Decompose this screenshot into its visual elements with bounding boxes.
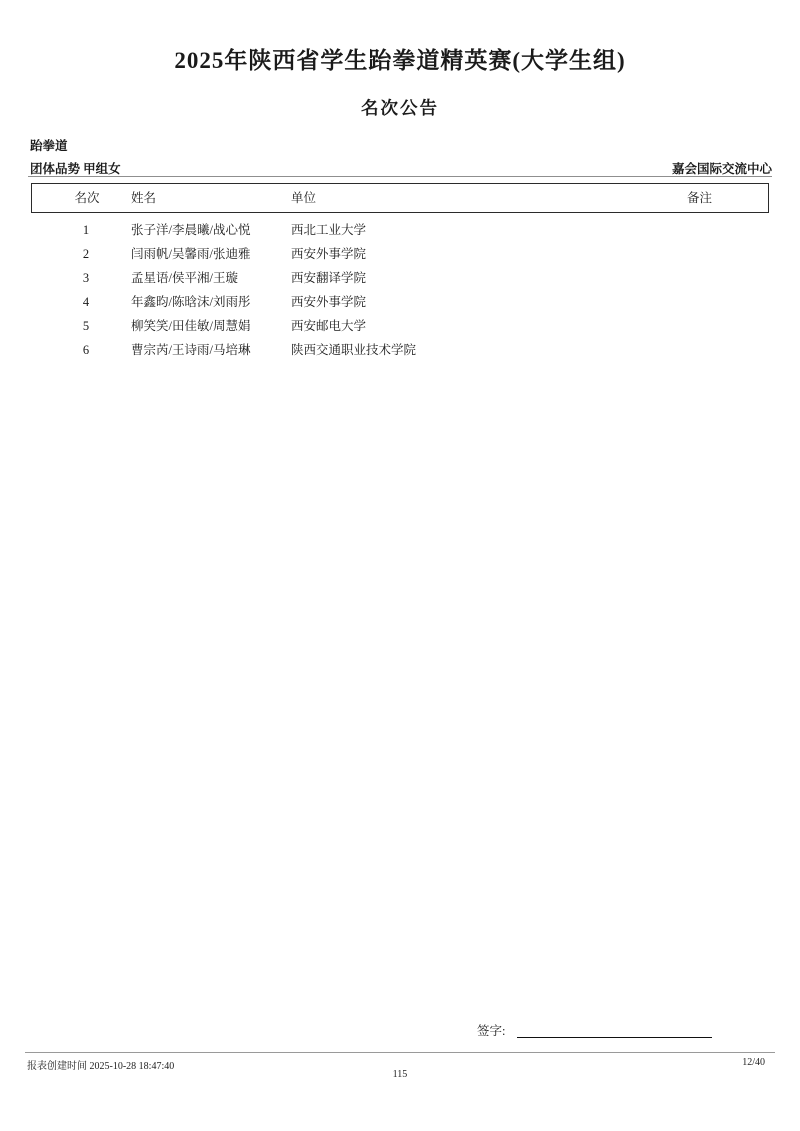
cell-unit: 西安外事学院 [291, 295, 367, 309]
page-number: 115 [392, 1069, 408, 1080]
cell-unit: 西安邮电大学 [291, 319, 367, 333]
table-body [0, 218, 800, 362]
table-row [0, 314, 800, 338]
cell-rank: 2 [82, 247, 90, 261]
report-created-timestamp: 报表创建时间 2025-10-28 18:47:40 [27, 1061, 175, 1072]
cell-name: 柳笑笑/田佳敏/周慧娟 [131, 319, 251, 333]
table-row [0, 242, 800, 266]
signature-block [0, 1021, 800, 1041]
cell-rank: 6 [82, 343, 90, 357]
cell-rank: 3 [82, 271, 90, 285]
cell-name: 曹宗芮/王诗雨/马培琳 [131, 343, 251, 357]
event-meta-row [30, 159, 772, 177]
sheet-counter: 12/40 [742, 1057, 765, 1068]
table-row [0, 290, 800, 314]
signature-label: 签字: [477, 1024, 506, 1038]
table-row [0, 266, 800, 290]
page-title: 2025年陕西省学生跆拳道精英赛(大学生组) [174, 48, 626, 73]
cell-unit: 西北工业大学 [291, 223, 367, 237]
cell-rank: 1 [82, 223, 90, 237]
footer-divider [25, 1052, 775, 1053]
meta-divider [28, 176, 772, 177]
cell-name: 年鑫昀/陈晗沫/刘雨彤 [131, 295, 251, 309]
cell-unit: 西安外事学院 [291, 247, 367, 261]
column-header-remark: 备注 [687, 191, 713, 205]
venue-label: 嘉会国际交流中心 [671, 162, 772, 176]
column-header-name: 姓名 [131, 191, 157, 205]
cell-name: 张子洋/李晨曦/战心悦 [131, 223, 251, 237]
cell-rank: 4 [82, 295, 90, 309]
table-row [0, 338, 800, 362]
cell-name: 闫雨帆/吴馨雨/张迪雅 [131, 247, 251, 261]
table-header [31, 183, 769, 213]
column-header-unit: 单位 [291, 191, 317, 205]
cell-unit: 陕西交通职业技术学院 [291, 343, 417, 357]
cell-name: 孟星语/侯平湘/王璇 [131, 271, 238, 285]
event-label: 团体品势 甲组女 [30, 162, 121, 176]
table-row [0, 218, 800, 242]
cell-unit: 西安翻译学院 [291, 271, 367, 285]
signature-line [517, 1037, 712, 1038]
column-header-rank: 名次 [74, 191, 100, 205]
page-subtitle: 名次公告 [361, 98, 439, 118]
sport-label: 跆拳道 [30, 139, 68, 153]
cell-rank: 5 [82, 319, 90, 333]
